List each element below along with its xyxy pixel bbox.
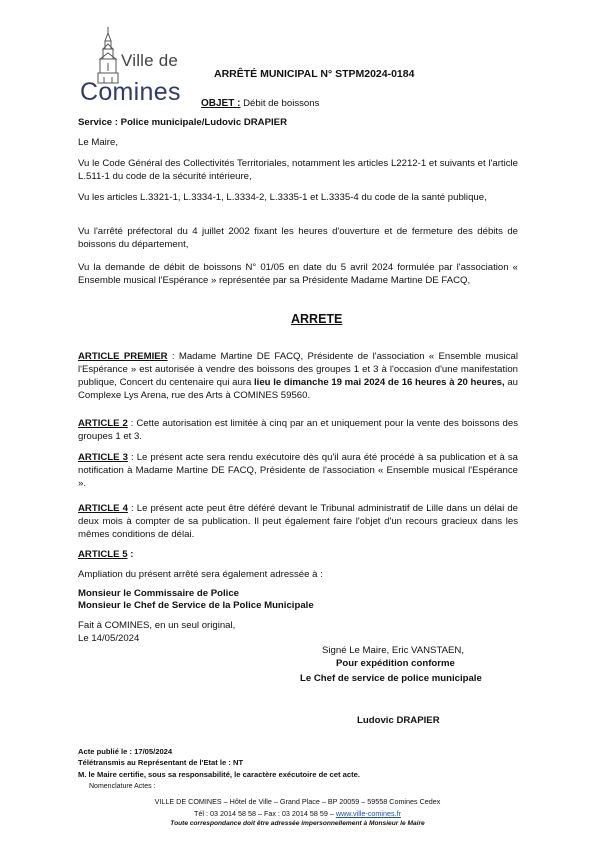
objet-label: OBJET : <box>201 98 241 109</box>
fait-line: Fait à COMINES, en un seul original, <box>78 620 236 631</box>
vu-paragraph-1: Vu le Code Général des Collectivités Territoriales, notamment les articles L2212-1 et suivants et l'article L.511-1 du code de la sécurité intérieure, <box>78 158 518 182</box>
article-5-colon: : <box>127 549 134 560</box>
belfry-icon <box>96 27 120 85</box>
signature-line-2: Pour expédition conforme <box>336 658 455 669</box>
date-line: Le 14/05/2024 <box>78 633 140 644</box>
arrete-number: ARRÊTÉ MUNICIPAL N° STPM2024-0184 <box>214 68 415 80</box>
article-1-label: ARTICLE PREMIER <box>78 351 168 362</box>
footer-teletransmis: Télétransmis au Représentant de l'Etat le : NT <box>78 758 244 767</box>
article-1 <box>78 350 518 402</box>
signatory-name: Ludovic DRAPIER <box>357 715 440 726</box>
footer-address: VILLE DE COMINES – Hôtel de Ville – Grand Place – BP 20059 – 59558 Comines Cedex <box>154 797 441 806</box>
footer-correspondence: Toute correspondance doit être adressée impersonnellement à Monsieur le Maire <box>170 820 425 827</box>
footer-certifie: M. le Maire certifie, sous sa responsabilité, le caractère exécutoire de cet acte. <box>78 770 360 779</box>
le-maire: Le Maire, <box>78 137 118 148</box>
recipient-1: Monsieur le Commissaire de Police <box>78 588 240 599</box>
article-2-text: : Cette autorisation est limitée à cinq par an et uniquement pour la vente des boissons des groupes 1 et 3. <box>78 418 518 442</box>
article-2-label: ARTICLE 2 <box>78 418 128 429</box>
article-5-label: ARTICLE 5 <box>78 549 128 560</box>
footer-contact <box>60 809 535 818</box>
objet-line <box>201 98 319 109</box>
objet-value: Débit de boissons <box>240 98 320 109</box>
article-1-text-b: au Complexe Lys Arena, rue des Arts à COMINES 59560. <box>78 377 518 401</box>
footer-tel-fax: Tél : 03 2014 58 58 – Fax : 03 2014 58 59 – <box>194 809 336 818</box>
recipient-2: Monsieur le Chef de Service de la Police Municipale <box>78 600 314 611</box>
ampliation-line: Ampliation du présent arrêté sera également adressée à : <box>78 569 323 580</box>
signature-line-1: Signé Le Maire, Eric VANSTAEN, <box>322 645 464 656</box>
article-4 <box>78 502 518 541</box>
article-3-text: : Le présent acte sera rendu exécutoire dès qu'il aura été procédé à sa publication et à sa notification à Madame Martine DE FACQ, Présidente de l'association « Ensemble musical l'Espérance ». <box>78 452 518 489</box>
logo-comines-text: Comines <box>80 78 181 106</box>
arrete-heading: ARRETE <box>291 312 343 326</box>
article-1-text-bold: lieu le dimanche 19 mai 2024 de 16 heures à 20 heures, <box>254 377 505 388</box>
signature-line-3: Le Chef de service de police municipale <box>300 673 482 684</box>
article-3 <box>78 451 518 490</box>
vu-paragraph-3: Vu l'arrêté préfectoral du 4 juillet 2002 fixant les heures d'ouverture et de fermeture des débits de boissons du département, <box>78 226 518 250</box>
vu-paragraph-4: Vu la demande de débit de boissons N° 01/05 en date du 5 avril 2024 formulée par l'association « Ensemble musical l'Espérance » représentée par sa Présidente Madame Martine DE FACQ, <box>78 262 518 286</box>
city-logo <box>78 27 196 109</box>
footer-publie: Acte publié le : 17/05/2024 <box>78 747 173 756</box>
website-link[interactable]: www.ville-comines.fr <box>335 809 401 818</box>
logo-ville-text: Ville de <box>121 51 179 70</box>
article-5 <box>78 548 518 561</box>
vu-paragraph-2: Vu les articles L.3321-1, L.3334-1, L.3334-2, L.3335-1 et L.3335-4 du code de la santé publique, <box>78 192 487 203</box>
service-line: Service : Police municipale/Ludovic DRAPIER <box>78 117 287 128</box>
footer-nomenclature: Nomenclature Actes : <box>89 783 156 790</box>
article-3-label: ARTICLE 3 <box>78 452 128 463</box>
article-2 <box>78 417 518 443</box>
article-4-label: ARTICLE 4 <box>78 503 128 514</box>
article-1-text-a: : Madame Martine DE FACQ, Présidente de l'association « Ensemble musical l'Espérance » est autorisée à vendre des boissons des groupes 1 et 3 à l'occasion d'une manifestation publique, Concert du centenaire qui aura <box>78 351 518 388</box>
article-4-text: : Le présent acte peut être déféré devant le Tribunal administratif de Lille dans un délai de deux mois à compter de sa publication. Il peut également faire l'objet d'un recours gracieux dans les mêmes conditions de délai. <box>78 503 518 540</box>
